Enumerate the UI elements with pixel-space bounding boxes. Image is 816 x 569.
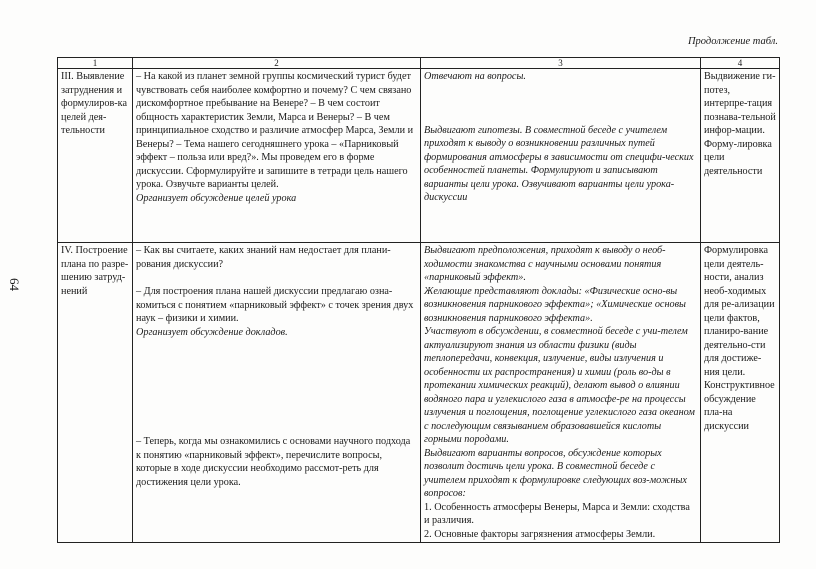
stage-cell: IV. Построение плана по разре-шению затруд-нений — [58, 243, 133, 543]
student-text: Желающие представляют доклады: «Физические осно-вы возникновения парникового эффекта»; «Химические основы возникновения парникового эффекта». — [424, 285, 686, 324]
col-number-3: 3 — [421, 58, 701, 69]
student-text: 2. Основные факторы загрязнения атмосферы Земли. — [424, 528, 656, 540]
stage-cell: III. Выявление затруднения и формулиров-ка целей дея-тельности — [58, 69, 133, 243]
continuation-label: Продолжение табл. — [687, 36, 778, 47]
student-text: Выдвигают предположения, приходят к выводу о необ-ходимости знакомства с научными основами понятия «парниковый эффект». — [424, 245, 666, 283]
result-cell: Выдвижение ги-потез, интерпре-тация познава-тельной инфор-мации. Форму-лировка цели деятельности — [701, 69, 780, 243]
student-text: Выдвигают варианты вопросов, обсуждение которых позволит достичь цели урока. В совместной беседе с учителем приходят к формулировке следующих воз-можных вопросов: — [424, 447, 687, 499]
teacher-text: – Для построения плана нашей дискуссии предлагаю озна-комиться с понятием «парниковый эффект» с точек зрения двух наук – физики и химии. — [136, 286, 414, 324]
teacher-text: – Как вы считаете, каких знаний нам недостает для плани-рования дискуссии? — [136, 245, 391, 270]
teacher-activity-cell — [133, 243, 421, 543]
student-text: Участвуют в обсуждении, в совместной беседе с учи-телем актуализируют знания из области физики (виды теплопередачи, конвекция, излучение, виды излучения и особенности их распространения) и химии (роль во-ды в протекании химических реакций), делают вывод о влиянии водяного пара и углекислого газа в атмосфе-ре на процессы излучения и поглощения, поглощение углекислого газа океаном с последующим связыванием образовавшейся кислоты горными породами. — [424, 326, 695, 445]
student-activity-cell — [421, 69, 701, 243]
teacher-text: Организует обсуждение целей урока — [136, 192, 297, 204]
col-number-4: 4 — [701, 58, 780, 69]
result-cell: Формулировка цели деятель-ности, анализ необ-ходимых для ре-ализации цели фактов, планиро-вание деятельно-сти для достиже-ния цели. Конструктивное обсуждение пла-на дискуссии — [701, 243, 780, 543]
teacher-text: – Теперь, когда мы ознакомились с основами научного подхода к понятию «парниковый эффект», перечислите вопросы, которые в ходе дискуссии необходимо рассмот-реть для достижения цели урока. — [136, 436, 411, 488]
table-row — [58, 69, 780, 243]
student-text: Отвечают на вопросы. — [424, 71, 526, 82]
teacher-text: – На какой из планет земной группы космический турист будет чувствовать себя наиболее комфортно и почему? С чем связано дискомфортное пребывание на Венере? – В чем состоит общность характеристик Земли, Марса и Венеры? – В чем принципиальное сходство и различие атмосфер Марса, Земли и Венеры? – Тема нашего сегодняшнего урока – «Парниковый эффект – польза или вред?». Мы проведем его в форме дискуссии. Сформулируйте и запишите в тетради цель нашего урока. Озвучьте варианты целей. — [136, 71, 414, 190]
teacher-activity-cell — [133, 69, 421, 243]
column-number-row — [58, 58, 780, 69]
student-activity-cell — [421, 243, 701, 543]
student-text: Выдвигают гипотезы. В совместной беседе с учителем приходят к выводу о возникновении различных путей формирования атмосферы в зависимости от специфи-ческих особенностей планеты. Формулируют и записывают варианты цели урока. Озвучивают варианты цели урока-дискуссии — [424, 124, 694, 203]
lesson-table — [57, 57, 780, 543]
col-number-2: 2 — [133, 58, 421, 69]
col-number-1: 1 — [58, 58, 133, 69]
table-row — [58, 243, 780, 543]
page-number: 64 — [7, 278, 22, 291]
student-text: 1. Особенность атмосферы Венеры, Марса и Земли: сходства и различия. — [424, 501, 690, 526]
teacher-text: Организует обсуждение докладов. — [136, 326, 288, 338]
